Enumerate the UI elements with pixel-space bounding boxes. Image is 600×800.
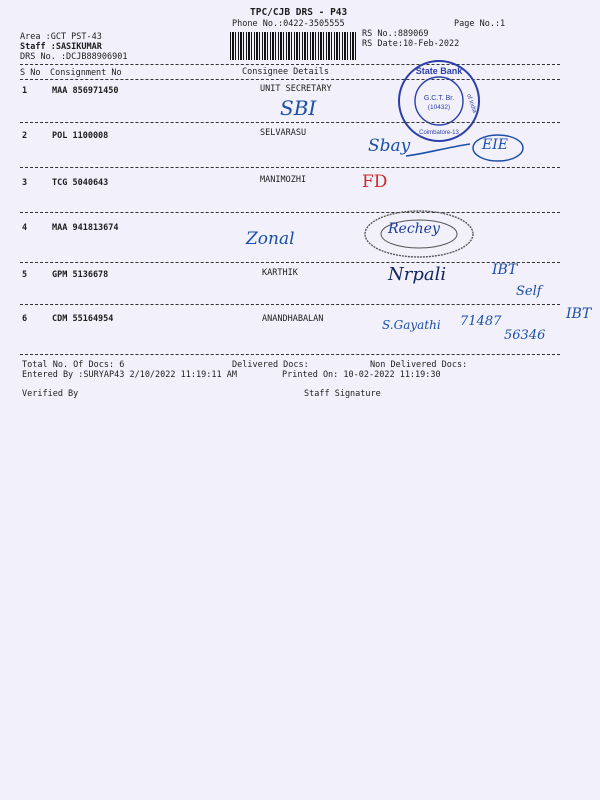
divider (20, 212, 560, 213)
row-consignee: SELVARASU (260, 128, 307, 138)
row-consignee: MANIMOZHI (260, 175, 307, 185)
delivered-docs: Delivered Docs: (232, 360, 309, 370)
col-header-sno: S No (20, 68, 41, 78)
doc-title: TPC/CJB DRS - P43 (250, 7, 348, 18)
rs-number: RS No.:889069 (362, 29, 429, 39)
entered-by: Entered By :SURYAP43 2/10/2022 11:19:11 AM (22, 370, 237, 380)
divider (20, 354, 560, 355)
total-docs: Total No. Of Docs: 6 (22, 360, 125, 370)
divider (20, 122, 560, 123)
row5-tag-ibt: IBT (492, 262, 518, 278)
row4-stamp-signature: Rechey (388, 221, 440, 237)
row-sno: 3 (22, 178, 28, 188)
staff-signature: Staff Signature (304, 389, 381, 399)
row-consignment: GPM 5136678 (52, 270, 109, 280)
row-consignee: ANANDHABALAN (262, 314, 324, 324)
col-header-consignment: Consignment No (50, 68, 122, 78)
row3-mark: FD (362, 172, 388, 192)
stamp-text-bottom: Coimbatore-13 (419, 130, 459, 136)
area-label: Area :GCT PST-43 (20, 32, 102, 42)
row6-code-1: 71487 (460, 314, 502, 329)
divider (20, 304, 560, 305)
non-delivered-docs: Non Delivered Docs: (370, 360, 468, 370)
row-consignment: MAA 941813674 (52, 223, 119, 233)
row-consignment: CDM 55164954 (52, 314, 114, 324)
page-number: Page No.:1 (454, 19, 506, 29)
row-consignee: UNIT SECRETARY (260, 84, 332, 94)
stamp-text-top: State Bank (415, 66, 463, 76)
rs-date: RS Date:10-Feb-2022 (362, 39, 460, 49)
stamp-text-code: (10432) (427, 104, 451, 111)
row5-tag-self: Self (516, 284, 542, 299)
row5-signature: Nrpali (388, 264, 447, 285)
row-sno: 1 (22, 86, 28, 96)
row2-tag: EIE (482, 137, 508, 153)
row-sno: 2 (22, 131, 28, 141)
printed-on: Printed On: 10-02-2022 11:19:30 (282, 370, 441, 380)
stamp-text-mid: G.C.T. Br. (423, 95, 455, 102)
row6-signature: S.Gayathi (382, 318, 441, 332)
divider (20, 262, 560, 263)
col-header-consignee: Consignee Details (242, 67, 329, 77)
row-sno: 5 (22, 270, 28, 280)
staff-label: Staff :SASIKUMAR (20, 42, 102, 52)
divider (20, 167, 560, 168)
stamp-text-right: of India (464, 93, 478, 114)
row4-signature: Zonal (246, 229, 295, 249)
row-consignment: MAA 856971450 (52, 86, 119, 96)
row-sno: 6 (22, 314, 28, 324)
row1-signature: SBI (280, 96, 317, 120)
row6-code-2: 56346 (504, 328, 546, 343)
drs-number: DRS No. :DCJB88906901 (20, 52, 128, 62)
row6-tag-ibt: IBT (566, 306, 592, 322)
verified-by: Verified By (22, 389, 79, 399)
phone-number: Phone No.:0422-3505555 (232, 19, 345, 29)
row-consignment: POL 1100008 (52, 131, 109, 141)
signature-stroke (404, 142, 474, 162)
row-sno: 4 (22, 223, 28, 233)
row2-signature: Sbay (368, 136, 411, 156)
row-consignment: TCG 5040643 (52, 178, 109, 188)
barcode (230, 32, 356, 60)
row-consignee: KARTHIK (262, 268, 298, 278)
